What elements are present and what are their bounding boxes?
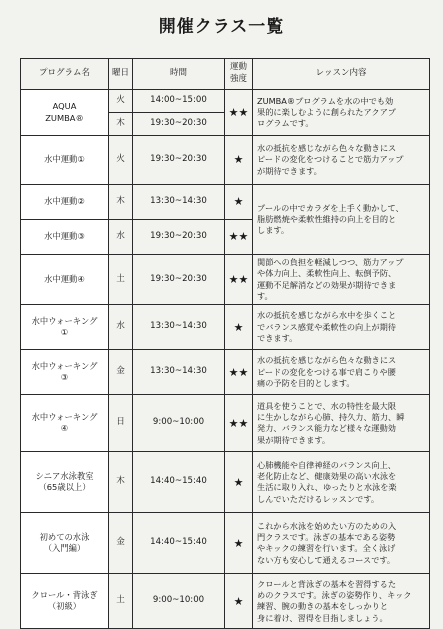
intensity-stars: ★★ bbox=[225, 220, 253, 255]
lesson-description: 水の抵抗を感じながら色々な動きにス ピードの変化をつけることで筋力アップ が期待できます。 bbox=[253, 136, 430, 185]
program-name: シニア水泳教室 （65歳以上） bbox=[21, 452, 109, 513]
table-header-row bbox=[21, 59, 430, 90]
intensity-stars: ★ bbox=[225, 136, 253, 185]
table-row bbox=[21, 395, 430, 452]
header-program: プログラム名 bbox=[21, 59, 109, 90]
program-name: 水中運動④ bbox=[21, 255, 109, 305]
program-name: 水中ウォーキング ① bbox=[21, 305, 109, 350]
day-cell: 水 bbox=[109, 305, 133, 350]
intensity-stars: ★ bbox=[225, 574, 253, 629]
header-intensity: 運動 強度 bbox=[225, 59, 253, 90]
program-name: 水中運動③ bbox=[21, 220, 109, 255]
header-content: レッスン内容 bbox=[253, 59, 430, 90]
program-name: クロール・背泳ぎ （初級） bbox=[21, 574, 109, 629]
day-cell: 土 bbox=[109, 574, 133, 629]
day-cell: 土 bbox=[109, 255, 133, 305]
time-cell: 19:30~20:30 bbox=[133, 255, 225, 305]
day-cell: 木 bbox=[109, 185, 133, 220]
time-cell: 14:40~15:40 bbox=[133, 513, 225, 574]
time-cell: 19:30~20:30 bbox=[133, 113, 225, 136]
intensity-stars: ★ bbox=[225, 452, 253, 513]
page-title: 開催クラス一覧 bbox=[158, 17, 285, 37]
intensity-stars: ★★ bbox=[225, 90, 253, 136]
header-time: 時間 bbox=[133, 59, 225, 90]
intensity-stars: ★ bbox=[225, 513, 253, 574]
intensity-stars: ★★ bbox=[225, 395, 253, 452]
lesson-description: これから水泳を始めたい方のための入 門クラスです。泳ぎの基本である姿勢 やキックの練習を行います。全く泳げ ない方も安心して通えるコースです。 bbox=[253, 513, 430, 574]
lesson-description: 心肺機能や自律神経のバランス向上、 老化防止など、健康効果の高い水泳を 生活に取り入れ、ゆったりと水泳を楽 しんでいただけるレッスンです。 bbox=[253, 452, 430, 513]
time-cell: 9:00~10:00 bbox=[133, 574, 225, 629]
intensity-stars: ★★ bbox=[225, 255, 253, 305]
intensity-stars: ★★ bbox=[225, 350, 253, 395]
program-name: 水中ウォーキング ④ bbox=[21, 395, 109, 452]
lesson-description: プールの中でカラダを上手く動かして、 脂肪燃焼や柔軟性維持の向上を目的と します。 bbox=[253, 185, 430, 255]
table-row bbox=[21, 350, 430, 395]
program-name: AQUA ZUMBA® bbox=[21, 90, 109, 136]
time-cell: 9:00~10:00 bbox=[133, 395, 225, 452]
day-cell: 火 bbox=[109, 90, 133, 113]
day-cell: 火 bbox=[109, 136, 133, 185]
lesson-description: 水の抵抗を感じながら水中を歩くこと でバランス感覚や柔軟性の向上が期待 できます。 bbox=[253, 305, 430, 350]
program-name: 水中運動② bbox=[21, 185, 109, 220]
lesson-description: クロールと背泳ぎの基本を習得するた めのクラスです。泳ぎの姿勢作り、キック 練習、腕の動きの基本をしっかりと 身に着け、習得を目指しましょう。 bbox=[253, 574, 430, 629]
time-cell: 14:00~15:00 bbox=[133, 90, 225, 113]
day-cell: 木 bbox=[109, 452, 133, 513]
program-name: 水中ウォーキング ③ bbox=[21, 350, 109, 395]
lesson-description: ZUMBA®プログラムを水の中でも効 果的に楽しむように創られたアクアプ ログラムです。 bbox=[253, 90, 430, 136]
table-row bbox=[21, 90, 430, 113]
day-cell: 金 bbox=[109, 513, 133, 574]
table-row bbox=[21, 255, 430, 305]
intensity-stars: ★ bbox=[225, 305, 253, 350]
time-cell: 19:30~20:30 bbox=[133, 220, 225, 255]
day-cell: 金 bbox=[109, 350, 133, 395]
lesson-description: 道具を使うことで、水の特性を最大限 に生かしながら心肺、持久力、筋力、瞬 発力、バランス能力など様々な運動効 果が期待できます。 bbox=[253, 395, 430, 452]
time-cell: 13:30~14:30 bbox=[133, 185, 225, 220]
time-cell: 14:40~15:40 bbox=[133, 452, 225, 513]
time-cell: 19:30~20:30 bbox=[133, 136, 225, 185]
table-row bbox=[21, 136, 430, 185]
header-day: 曜日 bbox=[109, 59, 133, 90]
lesson-description: 水の抵抗を感じながら色々な動きにス ピードの変化をつける事で肩こりや腰 痛の予防を目的とします。 bbox=[253, 350, 430, 395]
day-cell: 水 bbox=[109, 220, 133, 255]
time-cell: 13:30~14:30 bbox=[133, 305, 225, 350]
table-row bbox=[21, 452, 430, 513]
table-row bbox=[21, 185, 430, 220]
day-cell: 木 bbox=[109, 113, 133, 136]
class-schedule-table bbox=[20, 58, 430, 629]
program-name: 初めての水泳 （入門編） bbox=[21, 513, 109, 574]
day-cell: 日 bbox=[109, 395, 133, 452]
table-row bbox=[21, 574, 430, 629]
program-name: 水中運動① bbox=[21, 136, 109, 185]
lesson-description: 関節への負担を軽減しつつ、筋力アップ や体力向上、柔軟性向上、転倒予防、 運動不足解消などの効果が期待できま す。 bbox=[253, 255, 430, 305]
time-cell: 13:30~14:30 bbox=[133, 350, 225, 395]
table-row bbox=[21, 305, 430, 350]
table-row bbox=[21, 513, 430, 574]
intensity-stars: ★ bbox=[225, 185, 253, 220]
